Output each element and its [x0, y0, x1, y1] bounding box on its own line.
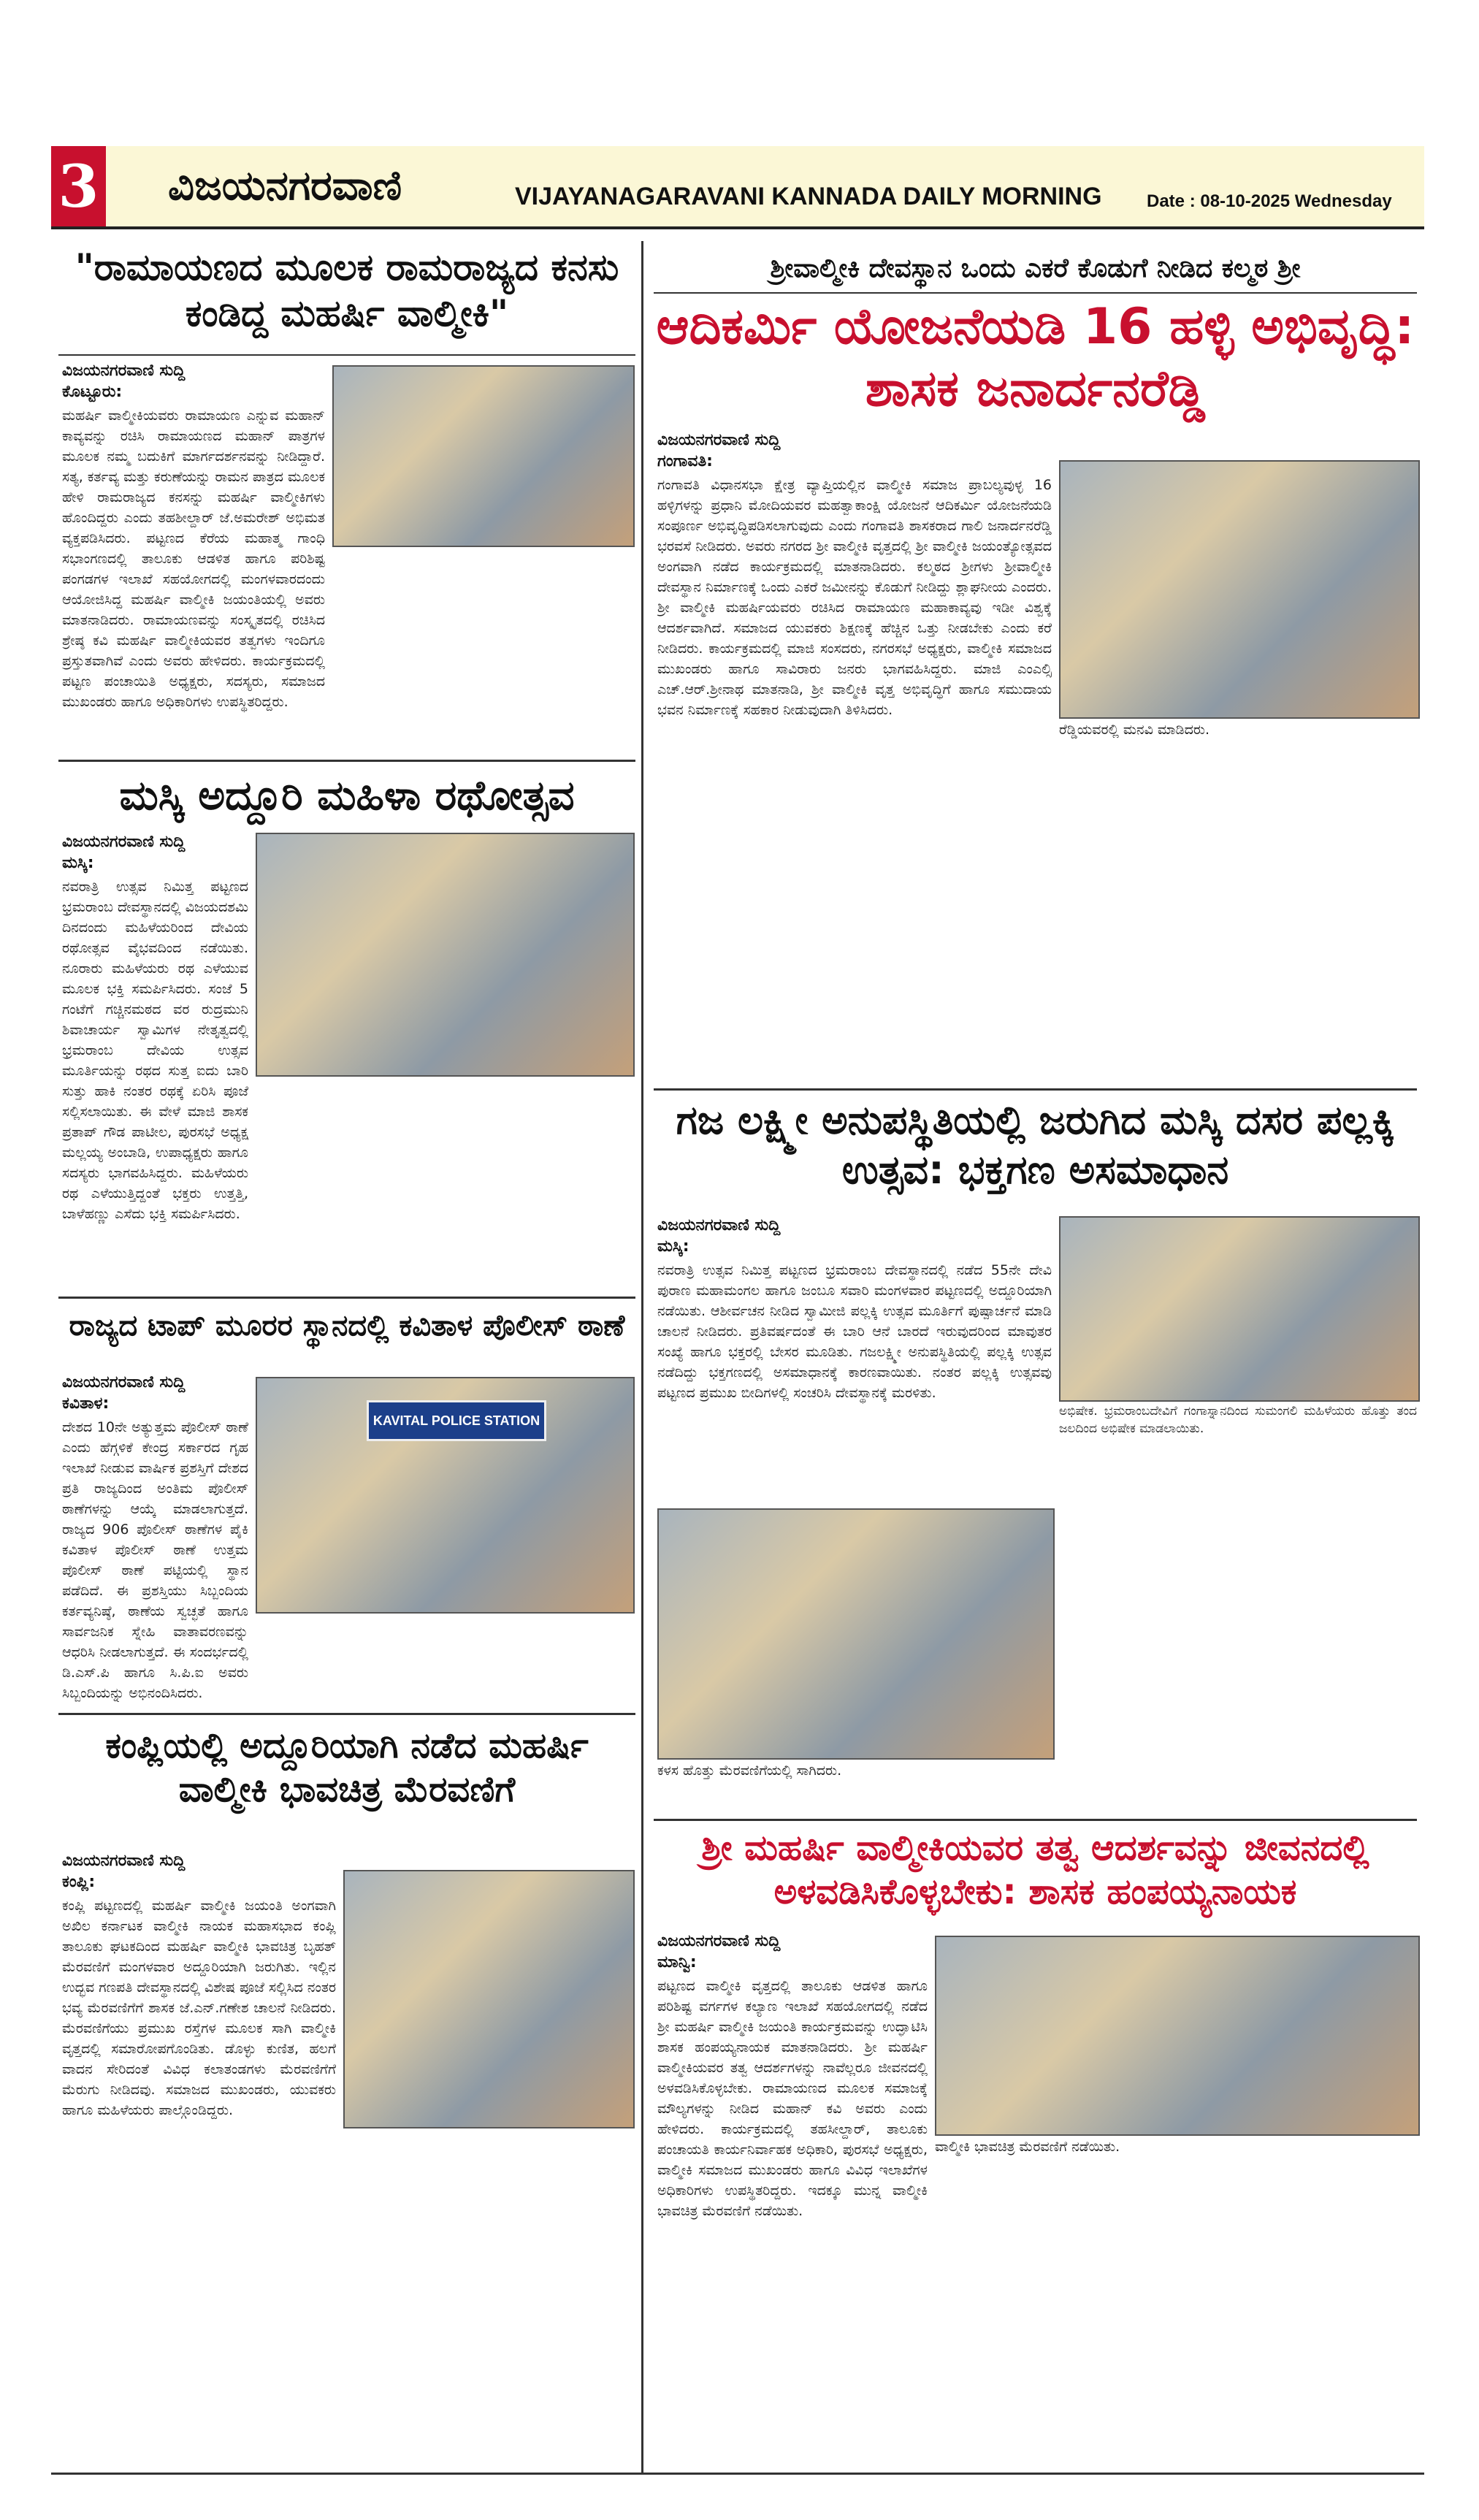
- byline: ವಿಜಯನಗರವಾಣಿ ಸುದ್ದಿ: [62, 833, 186, 851]
- divider: [58, 354, 635, 356]
- divider: [58, 1713, 635, 1715]
- byline: ವಿಜಯನಗರವಾಣಿ ಸುದ್ದಿ: [657, 1932, 781, 1950]
- news-photo: [256, 833, 635, 1077]
- page-footer-rule: [51, 2473, 1424, 2475]
- police-station-photo: [256, 1377, 635, 1614]
- article-body: ಮಹರ್ಷಿ ವಾಲ್ಮೀಕಿಯವರು ರಾಮಾಯಣ ಎನ್ನುವ ಮಹಾನ್ ಕಾವ್ಯವನ್ನು ರಚಿಸಿ ರಾಮಾಯಣದ ಮಹಾನ್ ಪಾತ್ರಗಳ ಮೂಲಕ ನಮ್ಮ ಬದುಕಿಗೆ ಮಾರ್ಗದರ್ಶನವನ್ನು ನೀಡಿದ್ದಾರೆ. ಸತ್ಯ, ಕರ್ತವ್ಯ ಮತ್ತು ಕರುಣೆಯನ್ನು ರಾಮನ ಪಾತ್ರದ ಮೂಲಕ ಹೇಳಿ ರಾಮರಾಜ್ಯದ ಕನಸನ್ನು ಮಹರ್ಷಿ ವಾಲ್ಮೀಕಿಗಳು ಹೊಂದಿದ್ದರು ಎಂದು ತಹಶೀಲ್ದಾರ್ ಜೆ.ಅಮರೇಶ್ ಅಭಿಮತ ವ್ಯಕ್ತಪಡಿಸಿದರು. ಪಟ್ಟಣದ ಕೆರೆಯ ಮಹಾತ್ಮ ಗಾಂಧಿ ಸಭಾಂಗಣದಲ್ಲಿ ತಾಲೂಕು ಆಡಳಿತ ಹಾಗೂ ಪರಿಶಿಷ್ಟ ಪಂಗಡಗಳ ಇಲಾಖೆ ಸಹಯೋಗದಲ್ಲಿ ಮಂಗಳವಾರದಂದು ಆಯೋಜಿಸಿದ್ದ ಮಹರ್ಷಿ ವಾಲ್ಮೀಕಿ ಜಯಂತಿಯಲ್ಲಿ ಅವರು ಮಾತನಾಡಿದರು. ರಾಮಾಯಣವನ್ನು ಸಂಸ್ಕೃತದಲ್ಲಿ ರಚಿಸಿದ ಶ್ರೇಷ್ಠ ಕವಿ ಮಹರ್ಷಿ ವಾಲ್ಮೀಕಿಯವರ ತತ್ವಗಳು ಇಂದಿಗೂ ಪ್ರಸ್ತುತವಾಗಿವೆ ಎಂದು ಅವರು ಹೇಳಿದರು. ಕಾರ್ಯಕ್ರಮದಲ್ಲಿ ಪಟ್ಟಣ ಪಂಚಾಯಿತಿ ಅಧ್ಯಕ್ಷರು, ಸದಸ್ಯರು, ಸಮಾಜದ ಮುಖಂಡರು ಹಾಗೂ ಅಧಿಕಾರಿಗಳು ಉಪಸ್ಥಿತರಿದ್ದರು.: [62, 408, 325, 710]
- headline-maski-palki: ಗಜ ಲಕ್ಷ್ಮೀ ಅನುಪಸ್ಥಿತಿಯಲ್ಲಿ ಜರುಗಿದ ಮಸ್ಕಿ ದಸರ ಪಲ್ಲಕ್ಕಿ ಉತ್ಸವ: ಭಕ್ತಗಣ ಅಸಮಾಧಾನ: [676, 1097, 1395, 1193]
- dateline: ಕವಿತಾಳ:: [62, 1394, 110, 1413]
- headline-adikarmi: ಆದಿಕರ್ಮಿ ಯೋಜನೆಯಡಿ 16 ಹಳ್ಳಿ ಅಭಿವೃದ್ಧಿ: ಶಾಸಕ ಜನಾರ್ದನರೆಡ್ಡಿ: [656, 298, 1415, 418]
- article-body: ಗಂಗಾವತಿ ವಿಧಾನಸಭಾ ಕ್ಷೇತ್ರ ವ್ಯಾಪ್ತಿಯಲ್ಲಿನ ವಾಲ್ಮೀಕಿ ಸಮಾಜ ಪ್ರಾಬಲ್ಯವುಳ್ಳ 16 ಹಳ್ಳಿಗಳನ್ನು ಪ್ರಧಾನಿ ಮೋದಿಯವರ ಮಹತ್ವಾಕಾಂಕ್ಷಿ ಯೋಜನೆ ಆದಿಕರ್ಮಿ ಯೋಜನೆಯಡಿ ಸಂಪೂರ್ಣ ಅಭಿವೃದ್ಧಿಪಡಿಸಲಾಗುವುದು ಎಂದು ಗಂಗಾವತಿ ಶಾಸಕರಾದ ಗಾಲಿ ಜನಾರ್ದನರೆಡ್ಡಿ ಭರವಸೆ ನೀಡಿದರು. ಅವರು ನಗರದ ಶ್ರೀ ವಾಲ್ಮೀಕಿ ವೃತ್ತದಲ್ಲಿ ಶ್ರೀ ವಾಲ್ಮೀಕಿ ಜಯಂತ್ಯೋತ್ಸವದ ಅಂಗವಾಗಿ ನಡೆದ ಕಾರ್ಯಕ್ರಮದಲ್ಲಿ ಮಾತನಾಡಿದರು. ಕಲ್ಮಠದ ಶ್ರೀಗಳು ಶ್ರೀವಾಲ್ಮೀಕಿ ದೇವಸ್ಥಾನ ನಿರ್ಮಾಣಕ್ಕೆ ಒಂದು ಎಕರೆ ಜಮೀನನ್ನು ಕೊಡುಗೆ ನೀಡಿದ್ದು ಶ್ಲಾಘನೀಯ ಎಂದರು. ಶ್ರೀ ವಾಲ್ಮೀಕಿ ಮಹರ್ಷಿಯವರು ರಚಿಸಿದ ರಾಮಾಯಣ ಮಹಾಕಾವ್ಯವು ಇಡೀ ವಿಶ್ವಕ್ಕೆ ಆದರ್ಶವಾಗಿದೆ. ಸಮಾಜದ ಯುವಕರು ಶಿಕ್ಷಣಕ್ಕೆ ಹೆಚ್ಚಿನ ಒತ್ತು ನೀಡಬೇಕು ಎಂದು ಕರೆ ನೀಡಿದರು. ಕಾರ್ಯಕ್ರಮದಲ್ಲಿ ಮಾಜಿ ಸಂಸದರು, ನಗರಸಭೆ ಅಧ್ಯಕ್ಷರು, ವಾಲ್ಮೀಕಿ ಸಮಾಜದ ಮುಖಂಡರು ಹಾಗೂ ಸಾವಿರಾರು ಜನರು ಭಾಗವಹಿಸಿದ್ದರು. ಮಾಜಿ ಎಂಎಲ್ಸಿ ಎಚ್.ಆರ್.ಶ್ರೀನಾಥ ಮಾತನಾಡಿ, ಶ್ರೀ ವಾಲ್ಮೀಕಿ ವೃತ್ತ ಅಭಿವೃದ್ಧಿಗೆ ಹಾಗೂ ಸಮುದಾಯ ಭವನ ನಿರ್ಮಾಣಕ್ಕೆ ಸಹಕಾರ ನೀಡುವುದಾಗಿ ತಿಳಿಸಿದರು.: [657, 477, 1052, 718]
- divider: [654, 292, 1417, 294]
- news-photo: [935, 1936, 1420, 2136]
- dateline: ಕಂಪ್ಲಿ:: [62, 1873, 96, 1891]
- byline: ವಿಜಯನಗರವಾಣಿ ಸುದ್ದಿ: [62, 1852, 186, 1870]
- dateline: ಮಸ್ಕಿ:: [657, 1237, 689, 1256]
- dateline: ಕೊಟ್ಟೂರು:: [62, 383, 123, 401]
- photo-caption: ವಾಲ್ಮೀಕಿ ಭಾವಚಿತ್ರ ಮೆರವಣಿಗೆ ನಡೆಯಿತು.: [935, 2139, 1120, 2155]
- brand-title: ವಿಜಯನಗರವಾಣಿ: [168, 162, 402, 210]
- divider: [58, 1297, 635, 1299]
- brand-subtitle: VIJAYANAGARAVANI KANNADA DAILY MORNING: [515, 183, 1102, 210]
- article-body: ದೇಶದ 10ನೇ ಅತ್ಯುತ್ತಮ ಪೊಲೀಸ್ ಠಾಣೆ ಎಂದು ಹೆಗ್ಗಳಿಕೆ ಕೇಂದ್ರ ಸರ್ಕಾರದ ಗೃಹ ಇಲಾಖೆ ನೀಡುವ ವಾರ್ಷಿಕ ಪ್ರಶಸ್ತಿಗೆ ದೇಶದ ಪ್ರತಿ ರಾಜ್ಯದಿಂದ ಅಂತಿಮ ಪೊಲೀಸ್ ಠಾಣೆಗಳನ್ನು ಆಯ್ಕೆ ಮಾಡಲಾಗುತ್ತದೆ. ರಾಜ್ಯದ 906 ಪೊಲೀಸ್ ಠಾಣೆಗಳ ಪೈಕಿ ಕವಿತಾಳ ಪೊಲೀಸ್ ಠಾಣೆ ಉತ್ತಮ ಪೊಲೀಸ್ ಠಾಣೆ ಪಟ್ಟಿಯಲ್ಲಿ ಸ್ಥಾನ ಪಡೆದಿದೆ. ಈ ಪ್ರಶಸ್ತಿಯು ಸಿಬ್ಬಂದಿಯ ಕರ್ತವ್ಯನಿಷ್ಠೆ, ಠಾಣೆಯ ಸ್ವಚ್ಛತೆ ಹಾಗೂ ಸಾರ್ವಜನಿಕ ಸ್ನೇಹಿ ವಾತಾವರಣವನ್ನು ಆಧರಿಸಿ ನೀಡಲಾಗುತ್ತದೆ. ಈ ಸಂದರ್ಭದಲ್ಲಿ ಡಿ.ಎಸ್.ಪಿ ಹಾಗೂ ಸಿ.ಪಿ.ಐ ಅವರು ಸಿಬ್ಬಂದಿಯನ್ನು ಅಭಿನಂದಿಸಿದರು.: [62, 1419, 248, 1701]
- article-body-continued: [332, 551, 632, 749]
- dateline: ಗಂಗಾವತಿ:: [657, 452, 713, 470]
- page-number: 3: [51, 146, 106, 226]
- dateline: ಮಾನ್ವಿ:: [657, 1953, 697, 1971]
- headline-maski-ratha: ಮಸ್ಕಿ ಅದ್ದೂರಿ ಮಹಿಳಾ ರಥೋತ್ಸವ: [119, 772, 575, 820]
- article-body-continued: [1059, 1443, 1417, 1808]
- news-photo: [343, 1870, 635, 2128]
- divider: [654, 1088, 1417, 1091]
- kicker: ಶ್ರೀವಾಲ್ಮೀಕಿ ದೇವಸ್ಥಾನ ಒಂದು ಎಕರೆ ಕೊಡುಗೆ ನೀಡಿದ ಕಲ್ಮಠ ಶ್ರೀ: [770, 253, 1301, 283]
- column-divider: [641, 241, 643, 2473]
- byline: ವಿಜಯನಗರವಾಣಿ ಸುದ್ದಿ: [62, 362, 186, 380]
- news-photo: [332, 365, 635, 547]
- photo-caption: ಅಭಿಷೇಕ. ಭ್ರಮರಾಂಬದೇವಿಗೆ ಗಂಗಾಸ್ನಾನದಿಂದ ಸುಮಂಗಲಿ ಮಹಿಳೆಯರು ಹೊತ್ತು ತಂದ ಜಲದಿಂದ ಅಭಿಷೇಕ ಮಾಡಲಾಯಿತು.: [1059, 1404, 1417, 1436]
- divider: [654, 1819, 1417, 1821]
- article-body: ಕಂಪ್ಲಿ ಪಟ್ಟಣದಲ್ಲಿ ಮಹರ್ಷಿ ವಾಲ್ಮೀಕಿ ಜಯಂತಿ ಅಂಗವಾಗಿ ಅಖಿಲ ಕರ್ನಾಟಕ ವಾಲ್ಮೀಕಿ ನಾಯಕ ಮಹಾಸಭಾದ ಕಂಪ್ಲಿ ತಾಲೂಕು ಘಟಕದಿಂದ ಮಹರ್ಷಿ ವಾಲ್ಮೀಕಿ ಭಾವಚಿತ್ರ ಬೃಹತ್ ಮೆರವಣಿಗೆ ಮಂಗಳವಾರ ಅದ್ದೂರಿಯಾಗಿ ಜರುಗಿತು. ಇಲ್ಲಿನ ಉದ್ಭವ ಗಣಪತಿ ದೇವಸ್ಥಾನದಲ್ಲಿ ವಿಶೇಷ ಪೂಜೆ ಸಲ್ಲಿಸಿದ ನಂತರ ಭವ್ಯ ಮೆರವಣಿಗೆಗೆ ಶಾಸಕ ಜೆ.ಎನ್.ಗಣೇಶ ಚಾಲನೆ ನೀಡಿದರು. ಮೆರವಣಿಗೆಯು ಪ್ರಮುಖ ರಸ್ತೆಗಳ ಮೂಲಕ ಸಾಗಿ ವಾಲ್ಮೀಕಿ ವೃತ್ತದಲ್ಲಿ ಸಮಾರೋಪಗೊಂಡಿತು. ಡೊಳ್ಳು ಕುಣಿತ, ಹಲಗೆ ವಾದನ ಸೇರಿದಂತೆ ವಿವಿಧ ಕಲಾತಂಡಗಳು ಮೆರವಣಿಗೆಗೆ ಮೆರುಗು ನೀಡಿದವು. ಸಮಾಜದ ಮುಖಂಡರು, ಯುವಕರು ಹಾಗೂ ಮಹಿಳೆಯರು ಪಾಲ್ಗೊಂಡಿದ್ದರು.: [62, 1898, 336, 2118]
- byline: ವಿಜಯನಗರವಾಣಿ ಸುದ್ದಿ: [62, 1373, 186, 1391]
- station-sign: KAVITAL POLICE STATION: [367, 1400, 546, 1441]
- headline-hampayyanayaka: ಶ್ರೀ ಮಹರ್ಷಿ ವಾಲ್ಮೀಕಿಯವರ ತತ್ವ ಆದರ್ಶವನ್ನು ಜೀವನದಲ್ಲಿ ಅಳವಡಿಸಿಕೊಳ್ಳಬೇಕು: ಶಾಸಕ ಹಂಪಯ್ಯನಾಯಕ: [701, 1828, 1369, 1912]
- article-body: ನವರಾತ್ರಿ ಉತ್ಸವ ನಿಮಿತ್ತ ಪಟ್ಟಣದ ಭ್ರಮರಾಂಬ ದೇವಸ್ಥಾನದಲ್ಲಿ ವಿಜಯದಶಮಿ ದಿನದಂದು ಮಹಿಳೆಯರಿಂದ ದೇವಿಯ ರಥೋತ್ಸವ ವೈಭವದಿಂದ ನಡೆಯಿತು. ನೂರಾರು ಮಹಿಳೆಯರು ರಥ ಎಳೆಯುವ ಮೂಲಕ ಭಕ್ತಿ ಸಮರ್ಪಿಸಿದರು. ಸಂಜೆ 5 ಗಂಟೆಗೆ ಗಚ್ಚಿನಮಠದ ವರ ರುದ್ರಮುನಿ ಶಿವಾಚಾರ್ಯ ಸ್ವಾಮಿಗಳ ನೇತೃತ್ವದಲ್ಲಿ ಭ್ರಮರಾಂಬ ದೇವಿಯ ಉತ್ಸವ ಮೂರ್ತಿಯನ್ನು ರಥದ ಸುತ್ತ ಐದು ಬಾರಿ ಸುತ್ತು ಹಾಕಿ ನಂತರ ರಥಕ್ಕೆ ಏರಿಸಿ ಪೂಜೆ ಸಲ್ಲಿಸಲಾಯಿತು. ಈ ವೇಳೆ ಮಾಜಿ ಶಾಸಕ ಪ್ರತಾಪ್ ಗೌಡ ಪಾಟೀಲ, ಪುರಸಭೆ ಅಧ್ಯಕ್ಷ ಮಲ್ಲಯ್ಯ ಅಂಬಾಡಿ, ಉಪಾಧ್ಯಕ್ಷರು ಹಾಗೂ ಸದಸ್ಯರು ಭಾಗವಹಿಸಿದ್ದರು. ಮಹಿಳೆಯರು ರಥ ಎಳೆಯುತ್ತಿದ್ದಂತೆ ಭಕ್ತರು ಉತ್ತತ್ತಿ, ಬಾಳೆಹಣ್ಣು ಎಸೆದು ಭಕ್ತಿ ಸಮರ್ಪಿಸಿದರು.: [62, 879, 248, 1222]
- palki-photo: [1059, 1216, 1420, 1402]
- headline-valmiki-ramarajya: "ರಾಮಾಯಣದ ಮೂಲಕ ರಾಮರಾಜ್ಯದ ಕನಸು ಕಂಡಿದ್ದ ಮಹರ್ಷಿ ವಾಲ್ಮೀಕಿ": [74, 246, 619, 335]
- byline: ವಿಜಯನಗರವಾಣಿ ಸುದ್ದಿ: [657, 1216, 781, 1234]
- byline: ವಿಜಯನಗರವಾಣಿ ಸುದ್ದಿ: [657, 431, 781, 449]
- article-body: ಪಟ್ಟಣದ ವಾಲ್ಮೀಕಿ ವೃತ್ತದಲ್ಲಿ ತಾಲೂಕು ಆಡಳಿತ ಹಾಗೂ ಪರಿಶಿಷ್ಟ ವರ್ಗಗಳ ಕಲ್ಯಾಣ ಇಲಾಖೆ ಸಹಯೋಗದಲ್ಲಿ ನಡೆದ ಶ್ರೀ ಮಹರ್ಷಿ ವಾಲ್ಮೀಕಿ ಜಯಂತಿ ಕಾರ್ಯಕ್ರಮವನ್ನು ಉದ್ಘಾಟಿಸಿ ಶಾಸಕ ಹಂಪಯ್ಯನಾಯಕ ಮಾತನಾಡಿದರು. ಶ್ರೀ ಮಹರ್ಷಿ ವಾಲ್ಮೀಕಿಯವರ ತತ್ವ ಆದರ್ಶಗಳನ್ನು ನಾವೆಲ್ಲರೂ ಜೀವನದಲ್ಲಿ ಅಳವಡಿಸಿಕೊಳ್ಳಬೇಕು. ರಾಮಾಯಣದ ಮೂಲಕ ಸಮಾಜಕ್ಕೆ ಮೌಲ್ಯಗಳನ್ನು ನೀಡಿದ ಮಹಾನ್ ಕವಿ ಅವರು ಎಂದು ಹೇಳಿದರು. ಕಾರ್ಯಕ್ರಮದಲ್ಲಿ ತಹಸೀಲ್ದಾರ್, ತಾಲೂಕು ಪಂಚಾಯತಿ ಕಾರ್ಯನಿರ್ವಾಹಕ ಅಧಿಕಾರಿ, ಪುರಸಭೆ ಅಧ್ಯಕ್ಷರು, ವಾಲ್ಮೀಕಿ ಸಮಾಜದ ಮುಖಂಡರು ಹಾಗೂ ವಿವಿಧ ಇಲಾಖೆಗಳ ಅಧಿಕಾರಿಗಳು ಉಪಸ್ಥಿತರಿದ್ದರು. ಇದಕ್ಕೂ ಮುನ್ನ ವಾಲ್ಮೀಕಿ ಭಾವಚಿತ್ರ ಮೆರವಣಿಗೆ ನಡೆಯಿತು.: [657, 1978, 928, 2219]
- photo-caption: ರೆಡ್ಡಿಯವರಲ್ಲಿ ಮನವಿ ಮಾಡಿದರು.: [1059, 722, 1210, 738]
- news-photo: [1059, 460, 1420, 719]
- headline-kavithala-police: ರಾಜ್ಯದ ಟಾಪ್ ಮೂರರ ಸ್ಥಾನದಲ್ಲಿ ಕವಿತಾಳ ಪೊಲೀಸ್ ಠಾಣೆ: [69, 1309, 625, 1343]
- issue-date: Date : 08-10-2025 Wednesday: [1147, 191, 1392, 211]
- divider: [58, 760, 635, 762]
- headline-kampli-valmiki: ಕಂಪ್ಲಿಯಲ್ಲಿ ಅದ್ದೂರಿಯಾಗಿ ನಡೆದ ಮಹರ್ಷಿ ವಾಲ್ಮೀಕಿ ಭಾವಚಿತ್ರ ಮೆರವಣಿಗೆ: [105, 1725, 589, 1810]
- article-body: ನವರಾತ್ರಿ ಉತ್ಸವ ನಿಮಿತ್ತ ಪಟ್ಟಣದ ಭ್ರಮರಾಂಬ ದೇವಸ್ಥಾನದಲ್ಲಿ ನಡೆದ 55ನೇ ದೇವಿ ಪುರಾಣ ಮಹಾಮಂಗಲ ಹಾಗೂ ಜಂಬೂ ಸವಾರಿ ಮಂಗಳವಾರ ಪಟ್ಟಣದಲ್ಲಿ ಅದ್ದೂರಿಯಾಗಿ ನಡೆಯಿತು. ಆಶೀರ್ವಚನ ನೀಡಿದ ಸ್ವಾಮೀಜಿ ಪಲ್ಲಕ್ಕಿ ಉತ್ಸವ ಮೂರ್ತಿಗೆ ಪುಷ್ಪಾರ್ಚನೆ ಮಾಡಿ ಚಾಲನೆ ನೀಡಿದರು. ಪ್ರತಿವರ್ಷದಂತೆ ಈ ಬಾರಿ ಆನೆ ಬಾರದೆ ಇರುವುದರಿಂದ ಮಾವುತರ ಸಂಖ್ಯೆ ಹಾಗೂ ಭಕ್ತರಲ್ಲಿ ಬೇಸರ ಮೂಡಿತು. ಗಜಲಕ್ಷ್ಮೀ ಅನುಪಸ್ಥಿತಿಯಲ್ಲಿ ಪಲ್ಲಕ್ಕಿ ಉತ್ಸವ ನಡೆದಿದ್ದು ಭಕ್ತಗಣದಲ್ಲಿ ಅಸಮಾಧಾನಕ್ಕೆ ಕಾರಣವಾಯಿತು. ನಂತರ ಪಲ್ಲಕ್ಕಿ ಉತ್ಸವವು ಪಟ್ಟಣದ ಪ್ರಮುಖ ಬೀದಿಗಳಲ್ಲಿ ಸಂಚರಿಸಿ ದೇವಸ್ಥಾನಕ್ಕೆ ಮರಳಿತು.: [657, 1262, 1052, 1401]
- dateline: ಮಸ್ಕಿ:: [62, 854, 94, 872]
- procession-photo: [657, 1508, 1055, 1760]
- photo-caption: ಕಳಸ ಹೊತ್ತು ಮೆರವಣಿಗೆಯಲ್ಲಿ ಸಾಗಿದರು.: [657, 1763, 842, 1779]
